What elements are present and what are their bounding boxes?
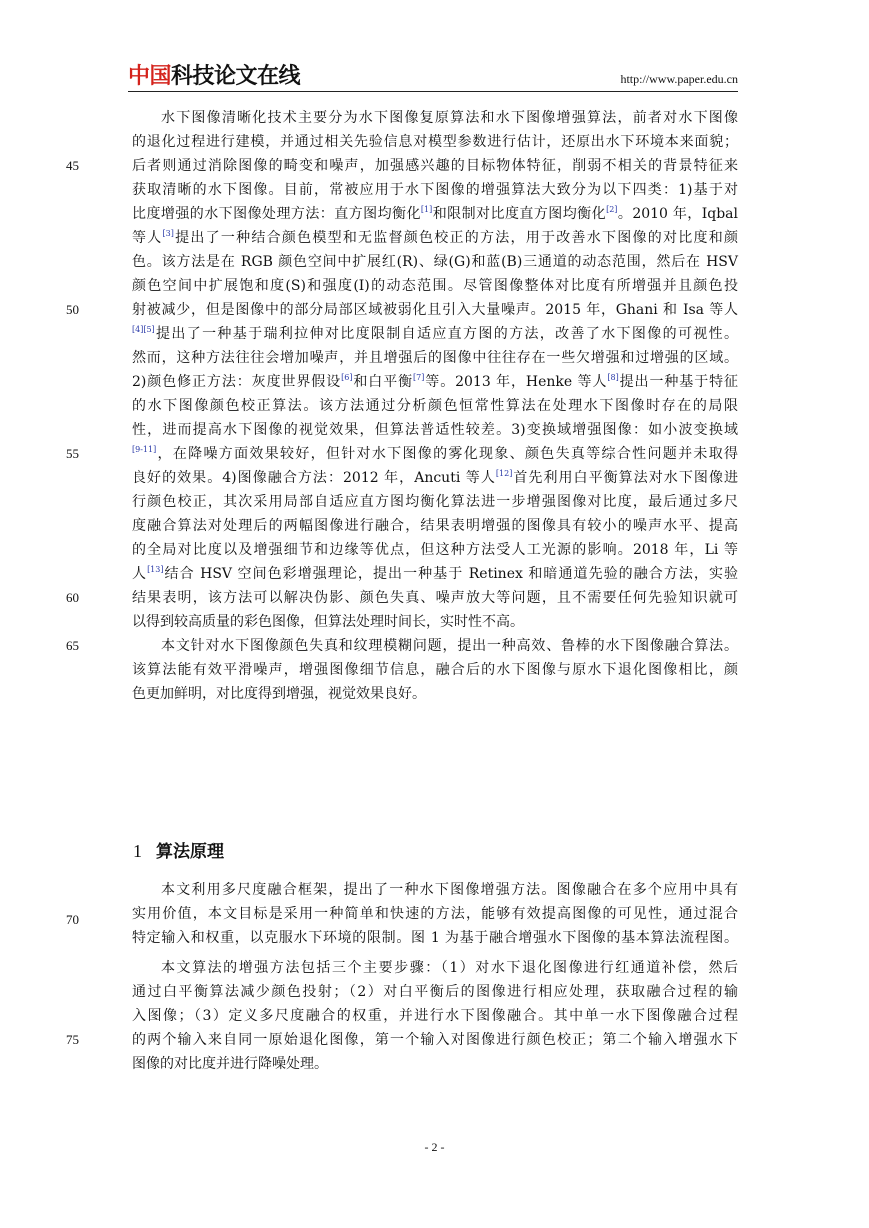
text-line: 入图像；（3）定义多尺度融合的权重，并进行水下图像融合。其中单一水下图像融合过程 (132, 1008, 738, 1024)
text-line: 颜色空间中扩展饱和度(S)和强度(I)的动态范围。尽管图像整体对比度有所增强并且颜色投 (132, 278, 738, 294)
section-number: 1 (133, 841, 142, 861)
section-title: 算法原理 (156, 842, 224, 862)
text-line: 度融合算法对处理后的两幅图像进行融合，结果表明增强的图像具有较小的噪声水平、提高 (132, 518, 738, 534)
text-line: 本文利用多尺度融合框架，提出了一种水下图像增强方法。图像融合在多个应用中具有 (161, 882, 738, 898)
citation-ref[interactable]: [3] (162, 229, 174, 238)
citation-ref[interactable]: [1] (420, 205, 433, 214)
citation-ref[interactable]: [12] (495, 469, 513, 478)
line-number: 60 (66, 590, 79, 605)
text-line: 比度增强的水下图像处理方法：直方图均衡化[1]和限制对比度直方图均衡化[2]。2010 年，Iqbal (132, 205, 739, 222)
site-logo (128, 64, 318, 90)
text-line: 特定输入和权重，以克服水下环境的限制。图 1 为基于融合增强水下图像的基本算法流程图。 (132, 930, 738, 946)
citation-ref[interactable]: [9-11] (132, 445, 157, 454)
text-line: 性，进而提高水下图像的视觉效果，但算法普适性较差。3)变换域增强图像：如小波变换域 (132, 422, 738, 438)
line-number: 50 (66, 302, 79, 317)
logo-text-red: 中国 (128, 64, 172, 89)
header-divider (128, 91, 738, 92)
text-line: 本文算法的增强方法包括三个主要步骤：（1）对水下退化图像进行红通道补偿，然后 (161, 960, 738, 976)
text-line: 良好的效果。4)图像融合方法：2012 年，Ancuti 等人[12]首先利用白平衡算法对水下图像进 (132, 469, 738, 486)
text-line: [9-11]，在降噪方面效果较好，但针对水下图像的雾化现象、颜色失真等综合性问题并未取得 (132, 445, 738, 462)
line-number: 45 (66, 158, 79, 173)
line-number: 65 (66, 638, 79, 653)
text-line: 的全局对比度以及增强细节和边缘等优点，但这种方法受人工光源的影响。2018 年，Li 等 (132, 542, 738, 558)
text-line: 的退化过程进行建模，并通过相关先验信息对模型参数进行估计，还原出水下环境本来面貌； (132, 134, 738, 150)
text-line: 水下图像清晰化技术主要分为水下图像复原算法和水下图像增强算法，前者对水下图像 (161, 110, 738, 126)
text-line: 人[13]结合 HSV 空间色彩增强理论，提出一种基于 Retinex 和暗通道先验的融合方法，实验 (132, 565, 739, 582)
text-line: 通过白平衡算法减少颜色投射；（2）对白平衡后的图像进行相应处理，获取融合过程的输 (132, 984, 738, 1000)
line-number: 70 (66, 912, 79, 927)
text-line: 图像的对比度并进行降噪处理。 (132, 1056, 328, 1072)
text-line: 射被减少，但是图像中的部分局部区域被弱化且引入大量噪声。2015 年，Ghani 和 Isa 等人 (132, 302, 738, 318)
logo-text-black: 科技论文在线 (171, 64, 301, 89)
text-line: [4][5]提出了一种基于瑞利拉伸对比度限制自适应直方图的方法，改善了水下图像的可视性。 (132, 325, 738, 342)
citation-ref[interactable]: [2] (606, 205, 618, 214)
line-number: 55 (66, 446, 79, 461)
text-line: 以得到较高质量的彩色图像，但算法处理时间长，实时性不高。 (132, 614, 524, 630)
section-heading (133, 838, 224, 865)
text-line: 后者则通过消除图像的畸变和噪声，加强感兴趣的目标物体特征，削弱不相关的背景特征来 (132, 158, 738, 174)
line-number: 75 (66, 1032, 79, 1047)
citation-ref[interactable]: [7] (413, 373, 425, 382)
page-number: - 2 - (424, 1140, 445, 1154)
text-line: 该算法能有效平滑噪声，增强图像细节信息，融合后的水下图像与原水下退化图像相比，颜 (132, 662, 738, 678)
citation-ref[interactable]: [8] (607, 373, 619, 382)
text-line: 结果表明，该方法可以解决伪影、颜色失真、噪声放大等问题，且不需要任何先验知识就可 (132, 590, 738, 606)
text-line: 色。该方法是在 RGB 颜色空间中扩展红(R)、绿(G)和蓝(B)三通道的动态范围，然后在 HSV (132, 254, 738, 270)
text-line: 色更加鲜明，对比度得到增强，视觉效果良好。 (132, 686, 426, 702)
text-line: 获取清晰的水下图像。目前，常被应用于水下图像的增强算法大致分为以下四类：1)基于对 (132, 182, 738, 198)
text-line: 本文针对水下图像颜色失真和纹理模糊问题，提出一种高效、鲁棒的水下图像融合算法。 (161, 638, 738, 654)
text-line: 的水下图像颜色校正算法。该方法通过分析颜色恒常性算法在处理水下图像时存在的局限 (132, 398, 738, 414)
text-line: 行颜色校正，其次采用局部自适应直方图均衡化算法进一步增强图像对比度，最后通过多尺 (132, 494, 738, 510)
text-line: 实用价值，本文目标是采用一种简单和快速的方法，能够有效提高图像的可见性，通过混合 (132, 906, 738, 922)
text-line: 等人[3]提出了一种结合颜色模型和无监督颜色校正的方法，用于改善水下图像的对比度和颜 (132, 229, 739, 246)
citation-ref[interactable]: [13] (147, 565, 164, 574)
text-line: 2)颜色修正方法：灰度世界假设[6]和白平衡[7]等。2013 年，Henke 等人[8]提出一种基于特征 (132, 373, 739, 390)
text-line: 然而，这种方法往往会增加噪声，并且增强后的图像中往往存在一些欠增强和过增强的区域。 (132, 350, 738, 366)
text-line: 的两个输入来自同一原始退化图像，第一个输入对图像进行颜色校正；第二个输入增强水下 (132, 1032, 738, 1048)
citation-ref[interactable]: [4][5] (132, 325, 155, 334)
citation-ref[interactable]: [6] (341, 373, 353, 382)
site-url[interactable]: http://www.paper.edu.cn (620, 72, 738, 86)
